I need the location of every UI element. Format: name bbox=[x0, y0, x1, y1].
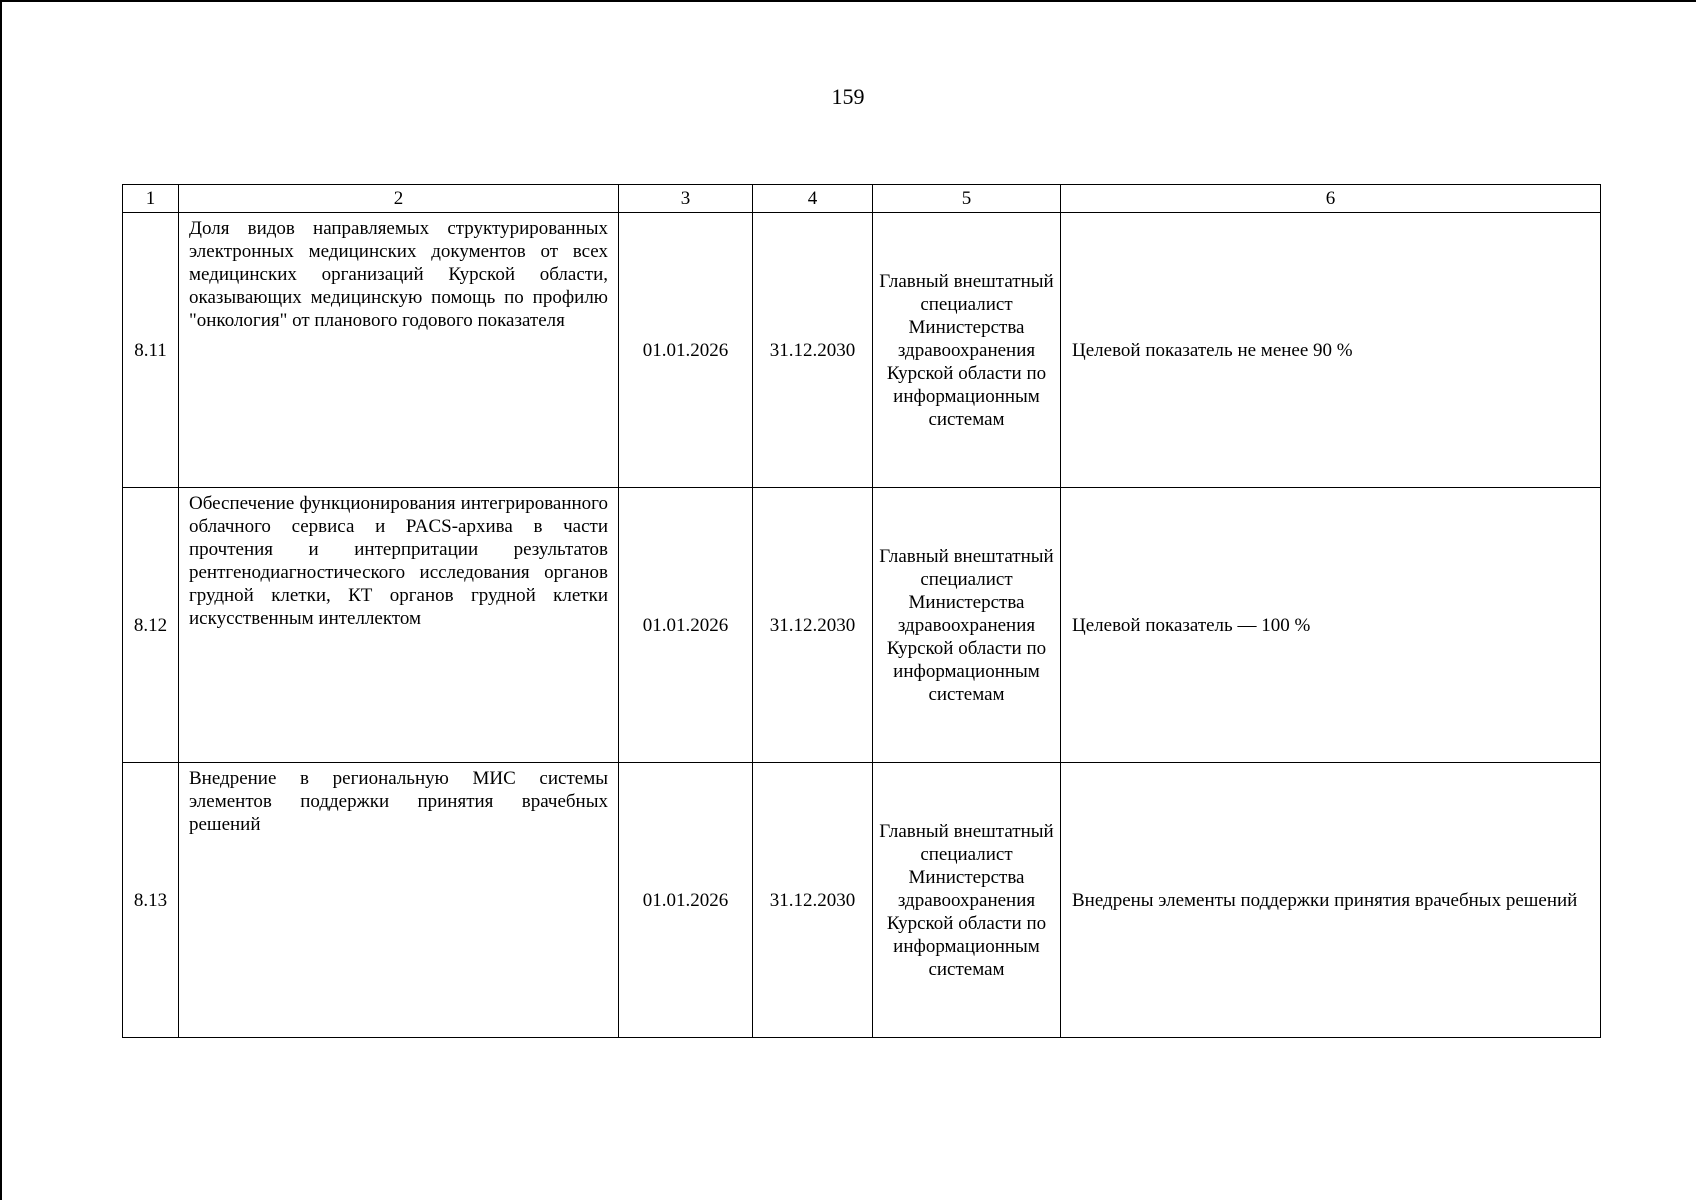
table-row bbox=[123, 763, 1601, 1038]
column-header-6: 6 bbox=[1061, 185, 1601, 213]
row-number: 8.13 bbox=[123, 763, 179, 1038]
column-header-1: 1 bbox=[123, 185, 179, 213]
responsible-person bbox=[873, 213, 1061, 488]
activity-name: Доля видов направляемых структурированных электронных медицинских документов от всех медицинских организаций Курской области, оказывающих медицинскую помощь по профилю "онкология" от планового годового показателя bbox=[179, 213, 619, 488]
activities-table bbox=[122, 184, 1601, 1038]
responsible-text: Главный внештатный специалист Министерства здравоохранения Курской области по информационным системам bbox=[879, 545, 1054, 705]
expected-result: Целевой показатель — 100 % bbox=[1061, 488, 1601, 763]
page-edge-left bbox=[0, 0, 2, 1200]
expected-result: Внедрены элементы поддержки принятия врачебных решений bbox=[1061, 763, 1601, 1038]
activity-name: Внедрение в региональную МИС системы элементов поддержки принятия врачебных решений bbox=[179, 763, 619, 1038]
activity-name: Обеспечение функционирования интегрированного облачного сервиса и PACS-архива в части прочтения и интерпритации результатов рентгенодиагностического исследования органов грудной клетки, КТ органов грудной клетки искусственным интеллектом bbox=[179, 488, 619, 763]
expected-result: Целевой показатель не менее 90 % bbox=[1061, 213, 1601, 488]
responsible-person bbox=[873, 488, 1061, 763]
end-date: 31.12.2030 bbox=[753, 488, 873, 763]
end-date: 31.12.2030 bbox=[753, 763, 873, 1038]
table-row bbox=[123, 213, 1601, 488]
column-header-3: 3 bbox=[619, 185, 753, 213]
column-header-2: 2 bbox=[179, 185, 619, 213]
table-header-row bbox=[123, 185, 1601, 213]
table-row bbox=[123, 488, 1601, 763]
end-date: 31.12.2030 bbox=[753, 213, 873, 488]
column-header-5: 5 bbox=[873, 185, 1061, 213]
responsible-text: Главный внештатный специалист Министерства здравоохранения Курской области по информационным системам bbox=[879, 820, 1054, 980]
page-number: 159 bbox=[831, 84, 865, 109]
row-number: 8.11 bbox=[123, 213, 179, 488]
row-number: 8.12 bbox=[123, 488, 179, 763]
column-header-4: 4 bbox=[753, 185, 873, 213]
start-date: 01.01.2026 bbox=[619, 213, 753, 488]
start-date: 01.01.2026 bbox=[619, 488, 753, 763]
start-date: 01.01.2026 bbox=[619, 763, 753, 1038]
responsible-person bbox=[873, 763, 1061, 1038]
page-edge-top bbox=[0, 0, 1696, 2]
responsible-text: Главный внештатный специалист Министерства здравоохранения Курской области по информационным системам bbox=[879, 270, 1054, 430]
